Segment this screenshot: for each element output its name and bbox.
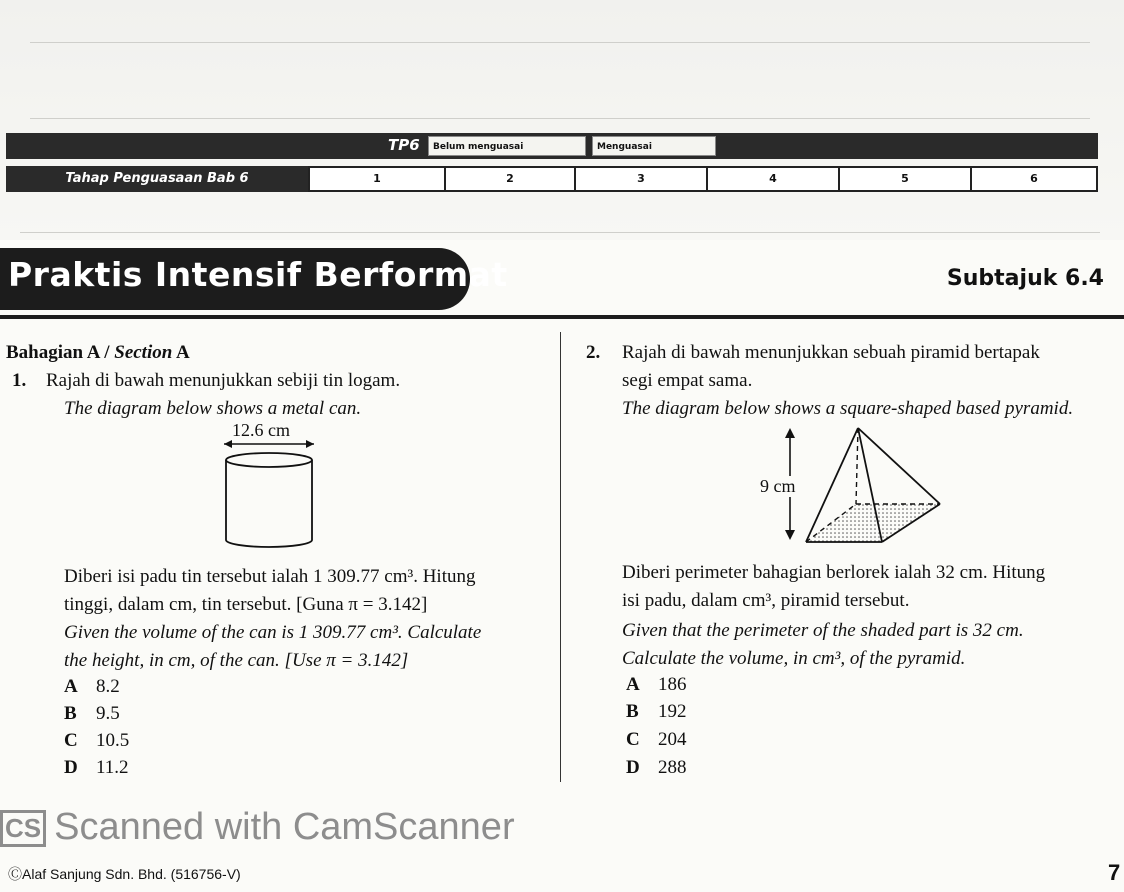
tahap-level-4: 4	[706, 168, 838, 190]
tahap-level-3: 3	[574, 168, 706, 190]
q2-option-b[interactable]: B 192	[626, 701, 687, 722]
tahap-level-5: 5	[838, 168, 970, 190]
q1-stem-en: The diagram below shows a metal can.	[64, 398, 362, 419]
q1-option-c[interactable]: C 10.5	[64, 730, 130, 751]
q1-option-b[interactable]: B 9.5	[64, 703, 120, 724]
q2-text-en-2: Calculate the volume, in cm³, of the pyramid.	[622, 648, 966, 669]
bleed-line	[20, 232, 1100, 233]
tahap-label: Tahap Penguasaan Bab 6	[6, 166, 308, 192]
page-number: 7	[1108, 860, 1121, 885]
q2-option-c[interactable]: C 204	[626, 729, 687, 750]
watermark-text: Scanned with CamScanner	[54, 806, 515, 848]
q2-text-en-1: Given that the perimeter of the shaded part is 32 cm.	[622, 620, 1024, 641]
camscanner-watermark	[0, 806, 515, 849]
q1-option-a[interactable]: A 8.2	[64, 676, 120, 697]
q1-stem-ms: Rajah di bawah menunjukkan sebiji tin logam.	[46, 370, 401, 391]
tp-option-menguasai: Menguasai	[592, 136, 716, 156]
q2-option-a[interactable]: A 186	[626, 674, 687, 695]
section-heading	[6, 342, 190, 364]
subtopic-label: Subtajuk 6.4	[946, 266, 1104, 291]
q1-number: 1.	[12, 370, 27, 391]
bleed-line	[30, 118, 1090, 119]
q2-number: 2.	[586, 342, 601, 363]
q2-text-ms-1: Diberi perimeter bahagian berlorek ialah 32 cm. Hitung	[622, 562, 1046, 583]
tp-option-belum: Belum menguasai	[428, 136, 586, 156]
q2-stem-en: The diagram below shows a square-shaped based pyramid.	[622, 398, 1074, 419]
q2-stem-ms-1: Rajah di bawah menunjukkan sebuah piramid bertapak	[622, 342, 1040, 363]
section-letter: A	[172, 342, 190, 363]
q1-option-d[interactable]: D 11.2	[64, 757, 129, 778]
tahap-level-1: 1	[308, 168, 444, 190]
q2-text-ms-2: isi padu, dalam cm³, piramid tersebut.	[622, 590, 910, 611]
q1-text-ms-1: Diberi isi padu tin tersebut ialah 1 309.77 cm³. Hitung	[64, 566, 476, 587]
page-title: Praktis Intensif Berformat	[8, 255, 508, 294]
q2-height-label: 9 cm	[760, 476, 796, 496]
q1-text-en-1: Given the volume of the can is 1 309.77 cm³. Calculate	[64, 622, 482, 643]
section-english: Section	[114, 342, 173, 363]
page-top-bleed	[0, 0, 1124, 240]
section-malay: Bahagian A /	[6, 342, 115, 363]
tahap-level-6: 6	[970, 168, 1096, 190]
q1-text-en-2: the height, in cm, of the can. [Use π = 3.142]	[64, 650, 409, 671]
column-divider	[560, 332, 561, 782]
tahap-level-2: 2	[444, 168, 574, 190]
tp-label: TP6	[388, 136, 420, 154]
bleed-line	[30, 42, 1090, 43]
copyright-notice: ⒸAlaf Sanjung Sdn. Bhd. (516756-V)	[8, 866, 241, 882]
q2-option-d[interactable]: D 288	[626, 757, 687, 778]
camscanner-logo-icon: CS	[0, 810, 46, 847]
q1-diameter-label: 12.6 cm	[232, 420, 290, 440]
header-rule	[0, 315, 1124, 319]
q1-text-ms-2: tinggi, dalam cm, tin tersebut. [Guna π = 3.142]	[64, 594, 428, 615]
q2-stem-ms-2: segi empat sama.	[622, 370, 753, 391]
